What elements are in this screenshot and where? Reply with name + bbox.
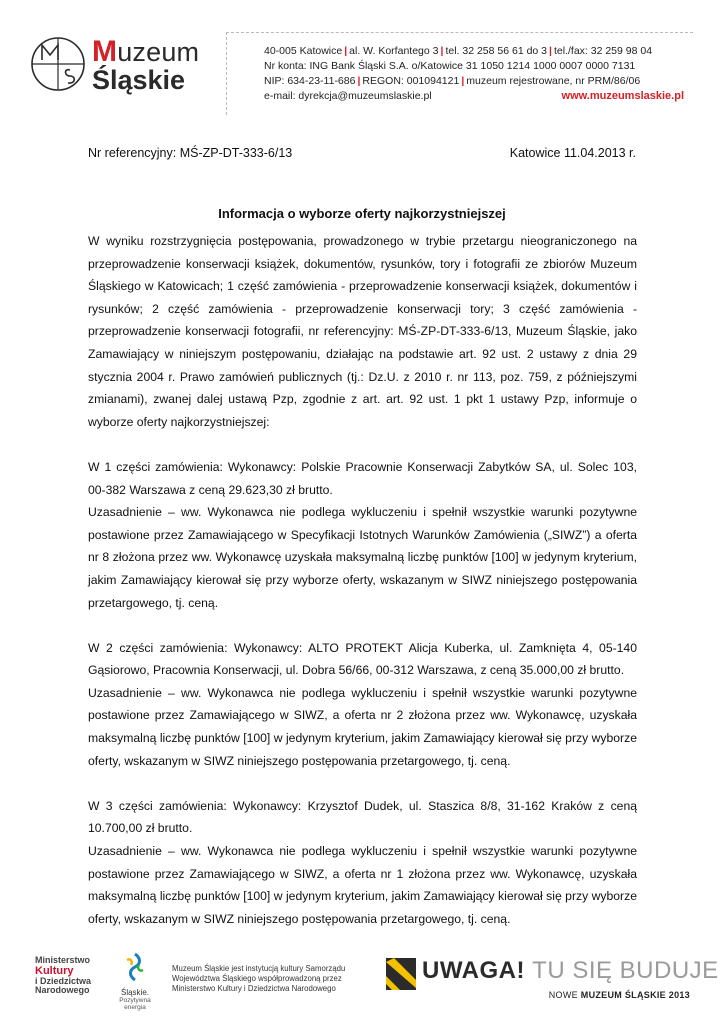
reference-row xyxy=(88,146,636,164)
page-footer xyxy=(0,946,724,1024)
museum-emblem-icon xyxy=(30,36,86,92)
paragraph-spacer xyxy=(88,433,637,456)
paragraph-spacer xyxy=(88,614,637,637)
banner-headline: UWAGA! TU SIĘ BUDUJE xyxy=(422,957,719,984)
banner-subtitle: NOWE MUZEUM ŚLĄSKIE 2013 xyxy=(548,990,690,1000)
paragraph-spacer xyxy=(88,772,637,795)
part2-award-paragraph: W 2 części zamówienia: Wykonawcy: ALTO PROTEKT Alicja Kuberka, ul. Zamknięta 4, 05-140 Gąsiorowo, Pracownia Konserwacji, ul. Dobra 56/66, 00-312 Warszawa, z ceną 35.000,00 zł brutto. xyxy=(88,640,637,678)
part3-award-paragraph: W 3 części zamówienia: Wykonawcy: Krzysztof Dudek, ul. Staszica 8/8, 31-162 Kraków z ceną 10.700,00 zł brutto. xyxy=(88,798,637,836)
letterhead-line-bank: Nr konta: ING Bank Śląski S.A. o/Katowice 31 1050 1214 1000 0007 0000 7131 xyxy=(264,60,636,72)
letterhead-line-registry: NIP: 634-23-11-686 | REGON: 001094121 | muzeum rejestrowane, nr PRM/86/06 xyxy=(264,75,641,87)
institution-note: Muzeum Śląskie jest instytucją kultury Samorządu Województwa Śląskiego współprowadzoną przez Ministerstwo Kultury i Dziedzictwa Narodowego xyxy=(172,964,346,993)
document-date: Katowice 11.04.2013 r. xyxy=(509,146,636,160)
part1-justification-paragraph: Uzasadnienie – ww. Wykonawca nie podlega wykluczeniu i spełnił wszystkie warunki pozytywne postawione przez Zamawiającego w Specyfikacji Istotnych Warunków Zamówienia („SIWZ”) a oferta nr 8 złożona przez ww. Wykonawcę uzyskała maksymalną liczbę punktów [100] w jedynym kryterium, jakim Zamawiający kierował się przy wyborze oferty, wskazanym w SIWZ niniejszego postępowania przetargowego, tj. ceną. xyxy=(88,505,637,610)
ministry-logo: Ministerstwo Kultury i Dziedzictwa Narodowego xyxy=(35,955,92,995)
letterhead-email[interactable]: e-mail: dyrekcja@muzeumslaskie.pl xyxy=(264,90,432,102)
letterhead-line-contact xyxy=(264,89,684,104)
letterhead-website[interactable]: www.muzeumslaskie.pl xyxy=(561,90,684,102)
document-title: Informacja o wyborze oferty najkorzystniejszej xyxy=(218,206,506,221)
intro-paragraph: W wyniku rozstrzygnięcia postępowania, prowadzonego w trybie przetargu nieograniczonego na przeprowadzenie konserwacji książek, dokumentów, rysunków, tory i fotografii ze zbiorów Muzeum Śląskiego w Katowicach; 1 część zamówienia - przeprowadzenie konserwacji książek, dokumentów i rysunków; 2 część zamówienia - przeprowadzenie konserwacji tory; 3 część zamówienia - przeprowadzenie konserwacji fotografii, nr referencyjny: MŚ-ZP-DT-333-6/13, Muzeum Śląskie, jako Zamawiający w niniejszym postępowaniu, działając na podstawie art. 92 ust. 2 ustawy z dnia 29 stycznia 2004 r. Prawo zamówień publicznych (tj.: Dz.U. z 2010 r. nr 113, poz. 759, z późniejszymi zmianami), zwanej dalej ustawą Pzp, zgodnie z art. art. 92 ust. 1 pkt 1 ustawy Pzp, informuje o wyborze oferty najkorzystniejszej: xyxy=(88,234,637,429)
part2-justification-paragraph: Uzasadnienie – ww. Wykonawca nie podlega wykluczeniu i spełnił wszystkie warunki pozytywne postawione przez Zamawiającego w SIWZ, a oferta nr 2 złożona przez ww. Wykonawcę, uzyskała maksymalną liczbę punktów [100] w jedynym kryterium, jakim Zamawiający kierował się przy wyborze oferty, wskazanym w SIWZ niniejszego postępowania przetargowego, tj. ceną. xyxy=(88,685,637,768)
silesia-region-logo xyxy=(110,952,160,1011)
letterhead-contact xyxy=(264,44,684,104)
part1-award-paragraph: W 1 części zamówienia: Wykonawcy: Polskie Pracownie Konserwacji Zabytków SA, ul. Solec 103, 00-382 Warszawa z ceną 29.623,30 zł brutto. xyxy=(88,459,637,497)
document-body xyxy=(88,230,637,930)
reference-number: Nr referencyjny: MŚ-ZP-DT-333-6/13 xyxy=(88,146,293,160)
letterhead-line-address: 40-005 Katowice | al. W. Korfantego 3 | tel. 32 258 56 61 do 3 | tel./fax: 32 259 98 04 xyxy=(264,45,653,57)
silesia-mark-icon xyxy=(121,952,149,982)
construction-banner xyxy=(386,957,719,1010)
part3-justification-paragraph: Uzasadnienie – ww. Wykonawca nie podlega wykluczeniu i spełnił wszystkie warunki pozytywne postawione przez Zamawiającego w SIWZ, a oferta nr 1 złożona przez ww. Wykonawcę, uzyskała maksymalną liczbę punktów [100] w jedynym kryterium, jakim Zamawiający kierował się przy wyborze oferty, wskazanym w SIWZ niniejszego postępowania przetargowego, tj. ceną. xyxy=(88,844,637,926)
logo-wordmark-silesian: Śląskie xyxy=(92,65,186,95)
museum-logo xyxy=(30,36,205,96)
construction-stripes-icon xyxy=(386,958,416,990)
silesia-logo-tagline: Pozytywna energia xyxy=(119,997,151,1011)
logo-wordmark-museum: Muzeum xyxy=(92,35,200,68)
silesia-logo-name: Śląskie. xyxy=(120,988,149,997)
